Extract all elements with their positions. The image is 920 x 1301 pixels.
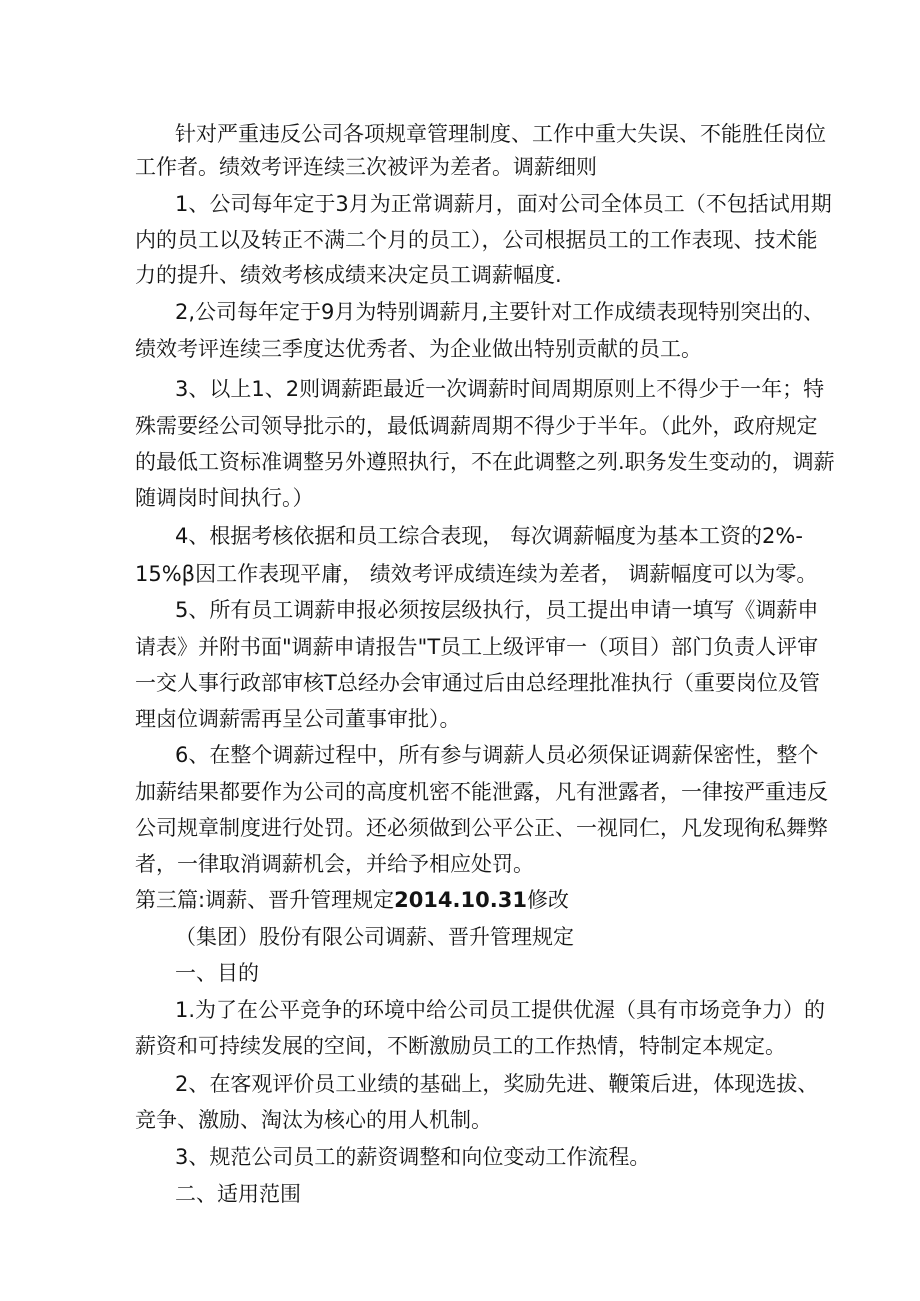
text-line: 5、所有员工调薪申报必须按层级执行，员工提出申请一填写《调薪申: [175, 598, 819, 622]
section-title: 二、适用范围: [175, 1182, 301, 1206]
section-heading-date: 2014.10.31: [394, 888, 527, 912]
text-line: 薪资和可持续发展的空间，不断激励员工的工作热情，特制定本规定。: [135, 1034, 786, 1058]
text-line: 工作者。绩效考评连续三次被评为差者。调薪细则: [135, 155, 597, 179]
text-line: 2,公司每年定于9月为特别调薪月,主要针对工作成绩表现特别突出的、: [175, 300, 825, 324]
text-line: 竞争、激励、淘汰为核心的用人机制。: [135, 1108, 492, 1132]
text-line: 理卤位调薪需再呈公司董事审批）。: [135, 707, 461, 731]
text-line: 一交人事行政部审核T总经办会审通过后由总经理批准执行（重要岗位及管: [135, 671, 820, 695]
text-line: 请表》并附书面"调薪申请报告"T员工上级评审一（项目）部门负责人评审: [135, 635, 819, 659]
text-line: 15%β因工作表现平庸， 绩效考评成绩连续为差者， 调薪幅度可以为零。: [135, 562, 818, 586]
text-line: 2、在客观评价员工业绩的基础上，奖励先进、鞭策后进，体现选拔、: [175, 1072, 819, 1096]
section-heading-suffix: 修改: [526, 888, 569, 912]
section-heading: [135, 885, 569, 915]
text-line: 4、根据考核依据和员工综合表现， 每次调薪幅度为基本工资的2%-: [175, 524, 803, 548]
text-line: 6、在整个调薪过程中，所有参与调薪人员必须保证调薪保密性，整个: [175, 743, 819, 767]
section-title: 一、目的: [175, 961, 259, 985]
text-line: 加薪结果都要作为公司的高度机密不能泄露，凡有泄露者，一律按严重违反: [135, 780, 828, 804]
section-heading-title: 第三篇:调薪、晋升管理规定: [135, 888, 395, 912]
text-line: 绩效考评连续三季度达优秀者、为企业做出特别贡献的员工。: [135, 337, 702, 361]
text-line: 针对严重违反公司各项规章管理制度、工作中重大失误、不能胜任岗位: [175, 122, 826, 146]
text-line: 1.为了在公平竞争的环境中给公司员工提供优渥（具有市场竞争力）的: [175, 998, 826, 1022]
text-line: 随调岗时间执行。）: [135, 486, 314, 510]
text-line: 力的提升、绩效考核成绩来决定员工调薪幅度.: [135, 263, 562, 287]
text-line: 的最低工资标准调整另外遵照执行，不在此调整之列.职务发生变动的，调薪: [135, 450, 835, 474]
text-line: 1、公司每年定于3月为正常调薪月，面对公司全体员工（不包括试用期: [175, 192, 832, 216]
text-line: 者，一律取消调薪机会，并给予相应处罚。: [135, 852, 534, 876]
text-line: 殊需要经公司领导批示的，最低调薪周期不得少于半年。（此外，政府规定: [135, 414, 818, 438]
text-line: 3、以上1、2则调薪距最近一次调薪时间周期原则上不得少于一年；特: [175, 377, 825, 401]
text-line: 内的员工以及转正不满二个月的员工），公司根据员工的工作表现、技术能: [135, 228, 818, 252]
text-line: 公司规章制度进行处罚。还必须做到公平公正、一视同仁，凡发现徇私舞弊: [135, 816, 828, 840]
document-title: （集团）股份有限公司调薪、晋升管理规定: [175, 925, 574, 949]
text-line: 3、规范公司员工的薪资调整和向位变动工作流程。: [175, 1145, 651, 1169]
